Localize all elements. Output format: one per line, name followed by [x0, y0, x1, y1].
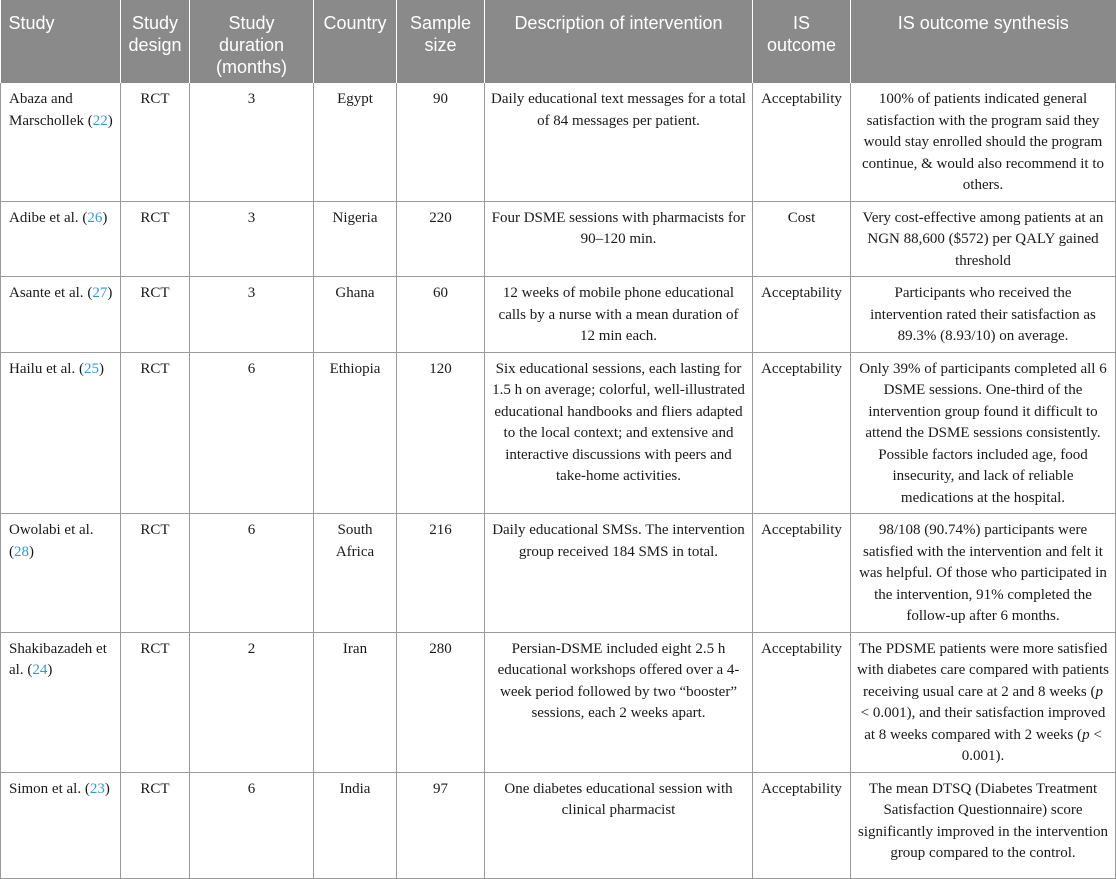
- cell-duration: 3: [190, 83, 314, 201]
- reference-link[interactable]: 28: [14, 543, 29, 560]
- table-row: [1, 352, 1116, 514]
- cell-sample: 60: [397, 277, 485, 353]
- synthesis-text: < 0.001), and their satisfaction improved at 8 weeks compared with 2 weeks (: [860, 705, 1106, 743]
- cell-outcome: Cost: [753, 201, 851, 277]
- cell-synthesis: Very cost-effective among patients at an NGN 88,600 ($572) per QALY gained threshold: [851, 201, 1116, 277]
- cell-country: Ethiopia: [314, 352, 397, 514]
- cell-duration: 6: [190, 772, 314, 878]
- cell-sample: 97: [397, 772, 485, 878]
- table-row: [1, 514, 1116, 633]
- cell-study: Hailu et al. (25): [1, 352, 121, 514]
- cell-country: South Africa: [314, 514, 397, 633]
- study-name: Shakibazadeh et al.: [9, 640, 107, 678]
- study-name: Abaza and Marschollek: [9, 91, 84, 129]
- header-description: Description of intervention: [485, 0, 753, 83]
- cell-design: RCT: [121, 201, 190, 277]
- table-header: [1, 0, 1116, 83]
- study-name: Hailu et al.: [9, 360, 76, 377]
- cell-country: Nigeria: [314, 201, 397, 277]
- cell-study: Shakibazadeh et al. (24): [1, 632, 121, 772]
- cell-sample: 90: [397, 83, 485, 201]
- cell-design: RCT: [121, 83, 190, 201]
- cell-study: Abaza and Marschollek (22): [1, 83, 121, 201]
- study-name: Asante et al.: [9, 285, 84, 301]
- study-name: Owolabi et al.: [9, 522, 94, 538]
- cell-sample: 120: [397, 352, 485, 514]
- table-row: [1, 201, 1116, 277]
- cell-description: 12 weeks of mobile phone educational calls by a nurse with a mean duration of 12 min each.: [485, 277, 753, 353]
- header-is-outcome: IS outcome: [753, 0, 851, 83]
- cell-description: Daily educational text messages for a total of 84 messages per patient.: [485, 83, 753, 201]
- cell-study: Simon et al. (23): [1, 772, 121, 878]
- table-row: [1, 632, 1116, 772]
- reference-link[interactable]: 27: [92, 285, 108, 301]
- cell-country: Ghana: [314, 277, 397, 353]
- reference-link[interactable]: 22: [92, 112, 108, 129]
- cell-outcome: Acceptability: [753, 514, 851, 633]
- header-design: Study design: [121, 0, 190, 83]
- cell-synthesis: [851, 632, 1116, 772]
- header-row: [1, 0, 1116, 83]
- cell-country: India: [314, 772, 397, 878]
- p-value-symbol: p: [1095, 683, 1103, 700]
- cell-country: Egypt: [314, 83, 397, 201]
- cell-outcome: Acceptability: [753, 772, 851, 878]
- reference-link[interactable]: 26: [87, 209, 103, 226]
- header-synthesis: IS outcome synthesis: [897, 13, 1069, 33]
- cell-outcome: Acceptability: [753, 277, 851, 353]
- reference-link[interactable]: 25: [83, 360, 99, 377]
- header-study: Study: [1, 0, 121, 83]
- cell-synthesis: The mean DTSQ (Diabetes Treatment Satisfaction Questionnaire) score significantly improved in the intervention group compared to the control.: [851, 772, 1116, 878]
- cell-design: RCT: [121, 277, 190, 353]
- cell-duration: 2: [190, 632, 314, 772]
- cell-sample: 220: [397, 201, 485, 277]
- cell-design: RCT: [121, 772, 190, 878]
- cell-sample: 280: [397, 632, 485, 772]
- header-sample: Sample size: [397, 0, 485, 83]
- cell-outcome: Acceptability: [753, 352, 851, 514]
- cell-description: Six educational sessions, each lasting for 1.5 h on average; colorful, well-illustrated educational handbooks and fliers adapted to the local context; and extensive and interactive discussions with peers and take-home activities.: [485, 352, 753, 514]
- cell-study: Asante et al. (27): [1, 277, 121, 353]
- reference-link[interactable]: 24: [32, 662, 48, 678]
- cell-synthesis: Only 39% of participants completed all 6 DSME sessions. One-third of the intervention group found it difficult to attend the DSME sessions consistently. Possible factors included age, food insecurity, and lack of reliable medications at the hospital.: [851, 352, 1116, 514]
- cell-synthesis: Participants who received the intervention rated their satisfaction as 89.3% (8.93/10) on average.: [851, 277, 1116, 353]
- table-row: [1, 277, 1116, 353]
- header-duration: Study duration (months): [190, 0, 314, 83]
- cell-duration: 3: [190, 201, 314, 277]
- cell-duration: 3: [190, 277, 314, 353]
- cell-outcome: Acceptability: [753, 83, 851, 201]
- cell-outcome: Acceptability: [753, 632, 851, 772]
- cell-duration: 6: [190, 352, 314, 514]
- synthesis-text: < 0.001).: [961, 726, 1102, 764]
- table-row: [1, 772, 1116, 878]
- p-value-symbol: p: [1082, 726, 1090, 743]
- cell-description: Four DSME sessions with pharmacists for 90–120 min.: [485, 201, 753, 277]
- table-row: [1, 83, 1116, 201]
- table-body: [1, 83, 1116, 878]
- study-name: Adibe et al.: [9, 209, 79, 226]
- reference-link[interactable]: 23: [89, 780, 105, 797]
- cell-description: Persian-DSME included eight 2.5 h educational workshops offered over a 4-week period followed by two “booster” sessions, each 2 weeks apart.: [485, 632, 753, 772]
- cell-sample: 216: [397, 514, 485, 633]
- cell-design: RCT: [121, 514, 190, 633]
- cell-duration: 6: [190, 514, 314, 633]
- cell-synthesis: 98/108 (90.74%) participants were satisfied with the intervention and felt it was helpful. Of those who participated in the intervention, 91% completed the follow-up after 6 months.: [851, 514, 1116, 633]
- header-country: Country: [314, 0, 397, 83]
- cell-study: Adibe et al. (26): [1, 201, 121, 277]
- cell-description: One diabetes educational session with clinical pharmacist: [485, 772, 753, 878]
- cell-design: RCT: [121, 632, 190, 772]
- synthesis-text: The PDSME patients were more satisfied with diabetes care compared with patients receiving usual care at 2 and 8 weeks (: [857, 640, 1109, 700]
- cell-design: RCT: [121, 352, 190, 514]
- cell-study: Owolabi et al. (28): [1, 514, 121, 633]
- study-name: Simon et al.: [9, 780, 82, 797]
- cell-description: Daily educational SMSs. The intervention group received 184 SMS in total.: [485, 514, 753, 633]
- cell-country: Iran: [314, 632, 397, 772]
- cell-synthesis: 100% of patients indicated general satisfaction with the program said they would stay enrolled should the program continue, & would also recommend it to others.: [851, 83, 1116, 201]
